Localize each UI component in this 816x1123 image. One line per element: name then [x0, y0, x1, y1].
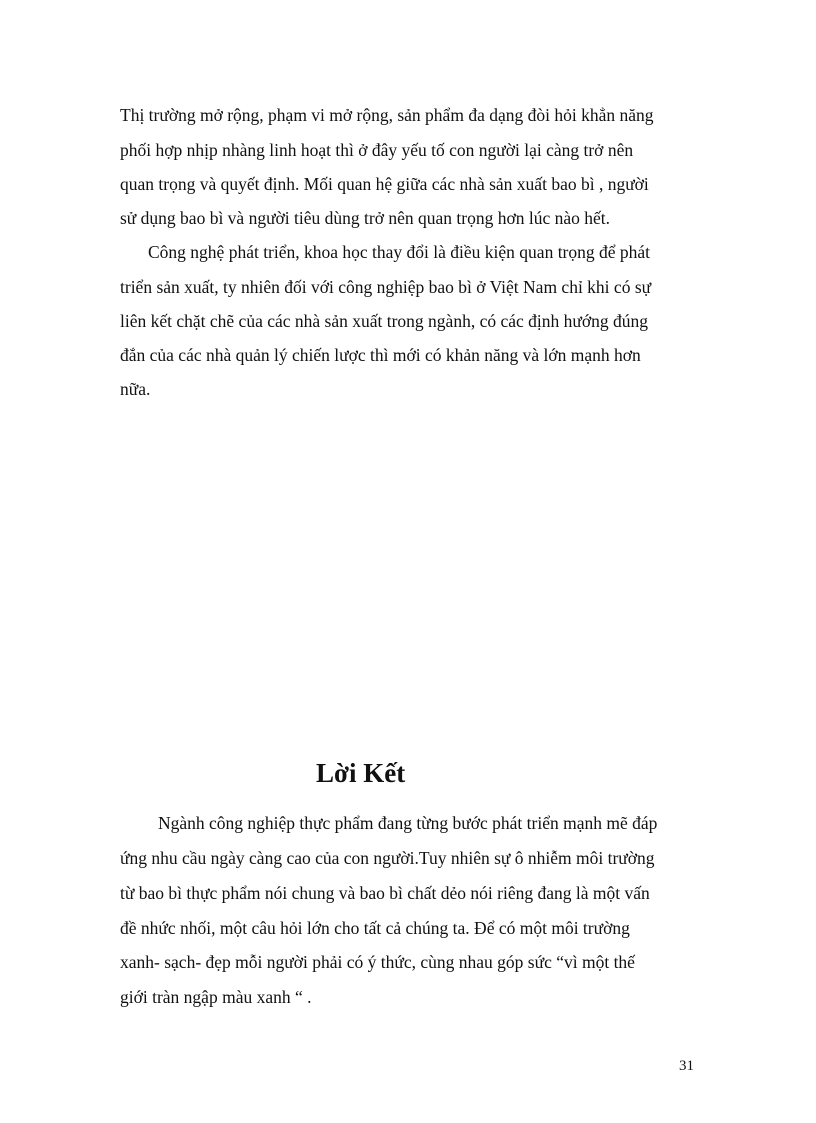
conclusion-line-4: đề nhức nhối, một câu hỏi lớn cho tất cả chúng ta. Để có một môi trường — [120, 918, 630, 938]
paragraph-1-line-4: sử dụng bao bì và người tiêu dùng trở nên quan trọng hơn lúc nào hết. — [120, 208, 610, 228]
conclusion-line-2: ứng nhu cầu ngày càng cao của con người.Tuy nhiên sự ô nhiễm môi trường — [120, 848, 655, 868]
paragraph-1-line-1: Thị trường mở rộng, phạm vi mở rộng, sản phẩm đa dạng đòi hỏi khẳn năng — [120, 105, 654, 125]
conclusion-heading: Lời Kết — [316, 758, 406, 788]
conclusion-line-6: giới tràn ngập màu xanh “ . — [120, 987, 312, 1007]
paragraph-2-line-4: đắn của các nhà quản lý chiến lược thì mới có khản năng và lớn mạnh hơn — [120, 345, 641, 365]
paragraph-2-line-1: Công nghệ phát triển, khoa học thay đổi là điều kiện quan trọng để phát — [148, 242, 651, 262]
paragraph-2-line-5: nữa. — [120, 379, 151, 399]
page-number: 31 — [679, 1058, 694, 1074]
paragraph-1-line-3: quan trọng và quyết định. Mối quan hệ giữa các nhà sản xuất bao bì , người — [120, 174, 649, 194]
paragraph-1-line-2: phối hợp nhịp nhàng linh hoạt thì ở đây yếu tố con người lại càng trở nên — [120, 140, 634, 160]
conclusion-line-5: xanh- sạch- đẹp mỗi người phải có ý thức, cùng nhau góp sức “vì một thế — [120, 952, 635, 972]
conclusion-line-1: Ngành công nghiệp thực phẩm đang từng bước phát triển mạnh mẽ đáp — [158, 813, 658, 833]
paragraph-2-line-3: liên kết chặt chẽ của các nhà sản xuất trong ngành, có các định hướng đúng — [120, 311, 648, 331]
conclusion-line-3: từ bao bì thực phẩm nói chung và bao bì chất dẻo nói riêng đang là một vấn — [120, 883, 650, 903]
paragraph-2-line-2: triển sản xuất, ty nhiên đối với công nghiệp bao bì ở Việt Nam chỉ khi có sự — [120, 277, 652, 297]
